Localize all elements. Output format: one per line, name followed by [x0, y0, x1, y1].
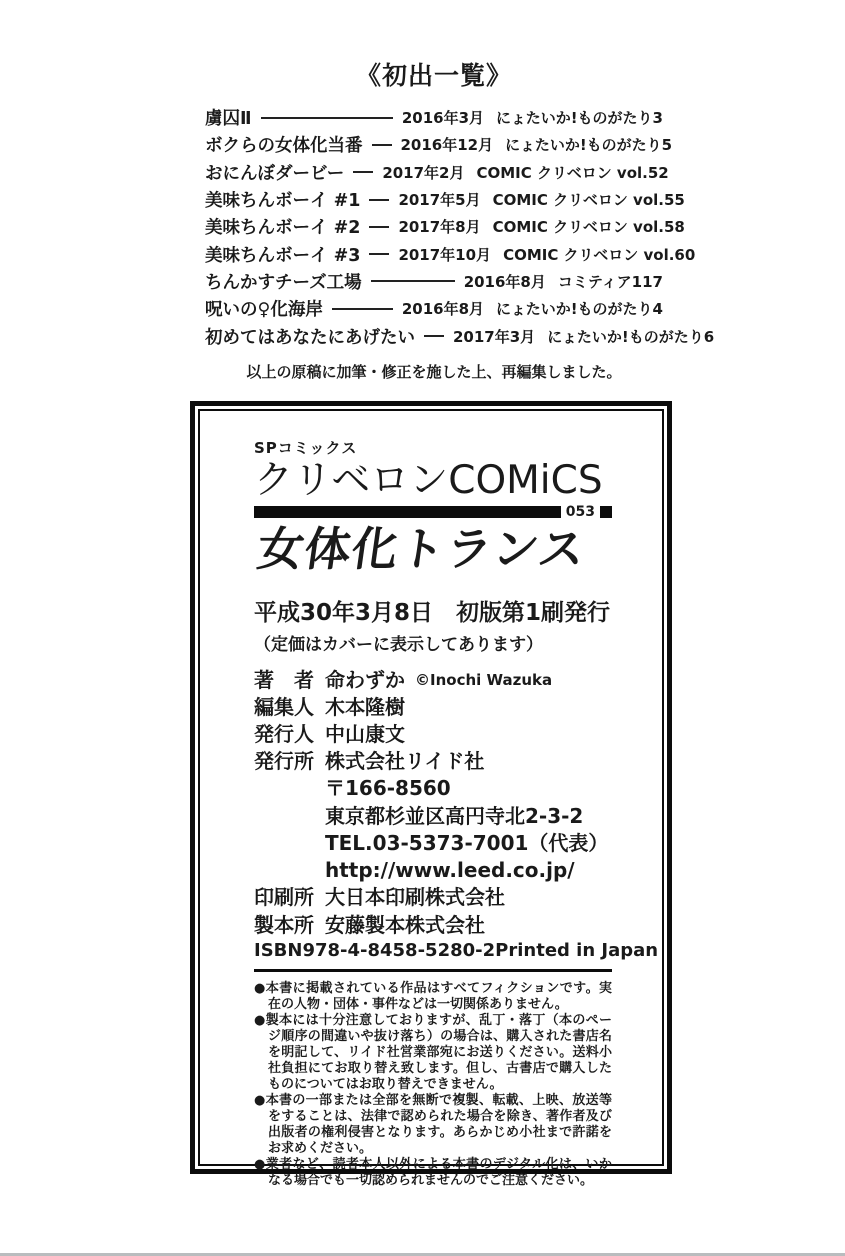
credit-row-author [254, 667, 612, 694]
entry-title: 美味ちんボーイ #3 [205, 245, 361, 266]
leader-line [372, 144, 392, 146]
list-item [205, 104, 663, 131]
list-item [205, 186, 685, 213]
postal-code: 〒166-8560 [325, 776, 451, 801]
leader-line [261, 117, 393, 119]
notice-text: 本書の一部または全部を無断で複製、転載、上映、放送等をすることは、法律で認められた場合を除き、著作者及び出版者の権利侵害となります。あらかじめ小社まで許諾をお求めください。 [265, 1092, 612, 1156]
entry-source: COMIC クリベロン vol.60 [503, 245, 696, 264]
notice-item [254, 1093, 612, 1157]
list-item [205, 159, 669, 186]
entry-source: COMIC クリベロン vol.55 [492, 191, 685, 210]
notice-text: 製本には十分注意しておりますが、乱丁・落丁（本のページ順序の間違いや抜け落ち）の場合は、購入された書店名を明記して、リイド社営業部宛にお送りください。送料小社負担にてお取り替え致します。但し、古書店で購入したものについてはお取り替えできません。 [265, 1012, 612, 1092]
entry-date: 2017年5月 [398, 191, 481, 210]
isbn: ISBN978-4-8458-5280-2 [254, 939, 496, 961]
leader-line [371, 280, 455, 282]
credit-row-printer [254, 884, 612, 911]
list-item [205, 322, 715, 349]
credit-role: 編集人 [254, 694, 314, 719]
entry-date: 2017年3月 [453, 327, 536, 346]
bullet-icon: ● [254, 1156, 266, 1172]
credit-name: 中山康文 [325, 722, 405, 747]
phone-number: TEL.03-5373-7001（代表） [325, 830, 609, 855]
credit-row-binder [254, 912, 612, 939]
entry-source: COMIC クリベロン vol.52 [476, 163, 669, 182]
credit-name: 大日本印刷株式会社 [325, 885, 505, 910]
publisher-address [254, 775, 612, 884]
leader-line [369, 226, 389, 228]
square-icon [600, 506, 612, 518]
edition-line: 平成30年3月8日 初版第1刷発行 [254, 599, 611, 626]
entry-date: 2017年8月 [398, 218, 481, 237]
entry-date: 2016年8月 [463, 272, 546, 291]
entry-title: 呪いの♀化海岸 [205, 300, 323, 321]
entry-date: 2017年10月 [398, 245, 492, 264]
notice-item [254, 981, 612, 1013]
legal-notices [254, 981, 612, 1189]
entry-title: ボクらの女体化当番 [205, 136, 363, 157]
entry-date: 2016年3月 [401, 109, 485, 128]
colophon-inner-frame [198, 409, 664, 1188]
notice-item [254, 1013, 612, 1093]
notice-text: 本書に掲載されている作品はすべてフィクションです。実在の人物・団体・事件などは一切関係ありません。 [265, 980, 612, 1012]
entry-title: 初めてはあなたにあげたい [205, 327, 415, 348]
credit-row-editor [254, 694, 612, 721]
leader-line [424, 335, 444, 337]
entry-source: にょたいか!ものがたり4 [496, 300, 663, 319]
bar-rule [254, 506, 561, 518]
credit-name: 命わずか [325, 667, 405, 692]
entry-title: おにんぼダービー [205, 163, 345, 184]
imprint-logo: クリベロンCOMiCS [254, 457, 603, 503]
entry-source: にょたいか!ものがたり6 [547, 327, 715, 346]
bullet-icon: ● [254, 1092, 266, 1108]
list-item [205, 213, 685, 240]
entry-title: ちんかすチーズ工場 [205, 272, 362, 293]
first-publication-list [205, 56, 715, 350]
volume-bar [254, 503, 612, 520]
entry-title: 虜囚Ⅱ [205, 109, 252, 130]
credit-row-publisher-person [254, 721, 612, 748]
divider-rule [254, 969, 612, 972]
entry-date: 2016年12月 [400, 136, 494, 155]
notice-item [254, 1157, 612, 1189]
credit-name: 株式会社リイド社 [325, 749, 485, 774]
bullet-icon: ● [254, 1012, 266, 1028]
list-item [205, 268, 663, 295]
entry-source: にょたいか!ものがたり3 [496, 109, 663, 128]
author-copyright: ©Inochi Wazuka [415, 670, 553, 689]
leader-line [332, 308, 393, 310]
entry-source: コミティア117 [557, 272, 663, 291]
credit-role: 発行所 [254, 749, 314, 774]
reedit-note: 以上の原稿に加筆・修正を施した上、再編集しました。 [246, 362, 622, 381]
book-title: 女体化トランス [254, 521, 590, 576]
entry-title: 美味ちんボーイ #1 [205, 191, 361, 212]
publisher-url: http://www.leed.co.jp/ [325, 858, 575, 883]
credits-block [254, 667, 612, 939]
isbn-line [254, 939, 659, 961]
entry-source: COMIC クリベロン vol.58 [492, 218, 685, 237]
price-note: （定価はカバーに表示してあります） [254, 634, 543, 655]
notice-text: 業者など、読者本人以外による本書のデジタル化は、いかなる場合でも一切認められませんのでご注意ください。 [265, 1156, 612, 1188]
entry-source: にょたいか!ものがたり5 [505, 136, 673, 155]
list-item [205, 240, 696, 267]
credit-name: 木本隆樹 [325, 694, 405, 719]
entry-title: 美味ちんボーイ #2 [205, 218, 361, 239]
entry-date: 2016年8月 [401, 300, 485, 319]
credit-role: 製本所 [254, 912, 314, 937]
list-item [205, 131, 673, 158]
credit-role: 印刷所 [254, 885, 314, 910]
leader-line [353, 171, 373, 173]
colophon-page [0, 56, 845, 1256]
credit-name: 安藤製本株式会社 [325, 912, 485, 937]
credit-role: 著 者 [254, 667, 314, 692]
leader-line [369, 253, 389, 255]
volume-number: 053 [565, 503, 595, 520]
credit-role: 発行人 [254, 722, 314, 747]
credit-row-publisher-company [254, 748, 612, 775]
leader-line [369, 199, 389, 201]
printed-in-japan: Printed in Japan [495, 939, 659, 961]
colophon-box [190, 401, 672, 1188]
street-address: 東京都杉並区高円寺北2-3-2 [325, 803, 584, 828]
list-item [205, 295, 663, 322]
series-label: SPコミックス [254, 438, 358, 457]
page-title: 《初出一覧》 [355, 61, 512, 90]
bullet-icon: ● [254, 980, 266, 996]
entry-date: 2017年2月 [382, 163, 465, 182]
